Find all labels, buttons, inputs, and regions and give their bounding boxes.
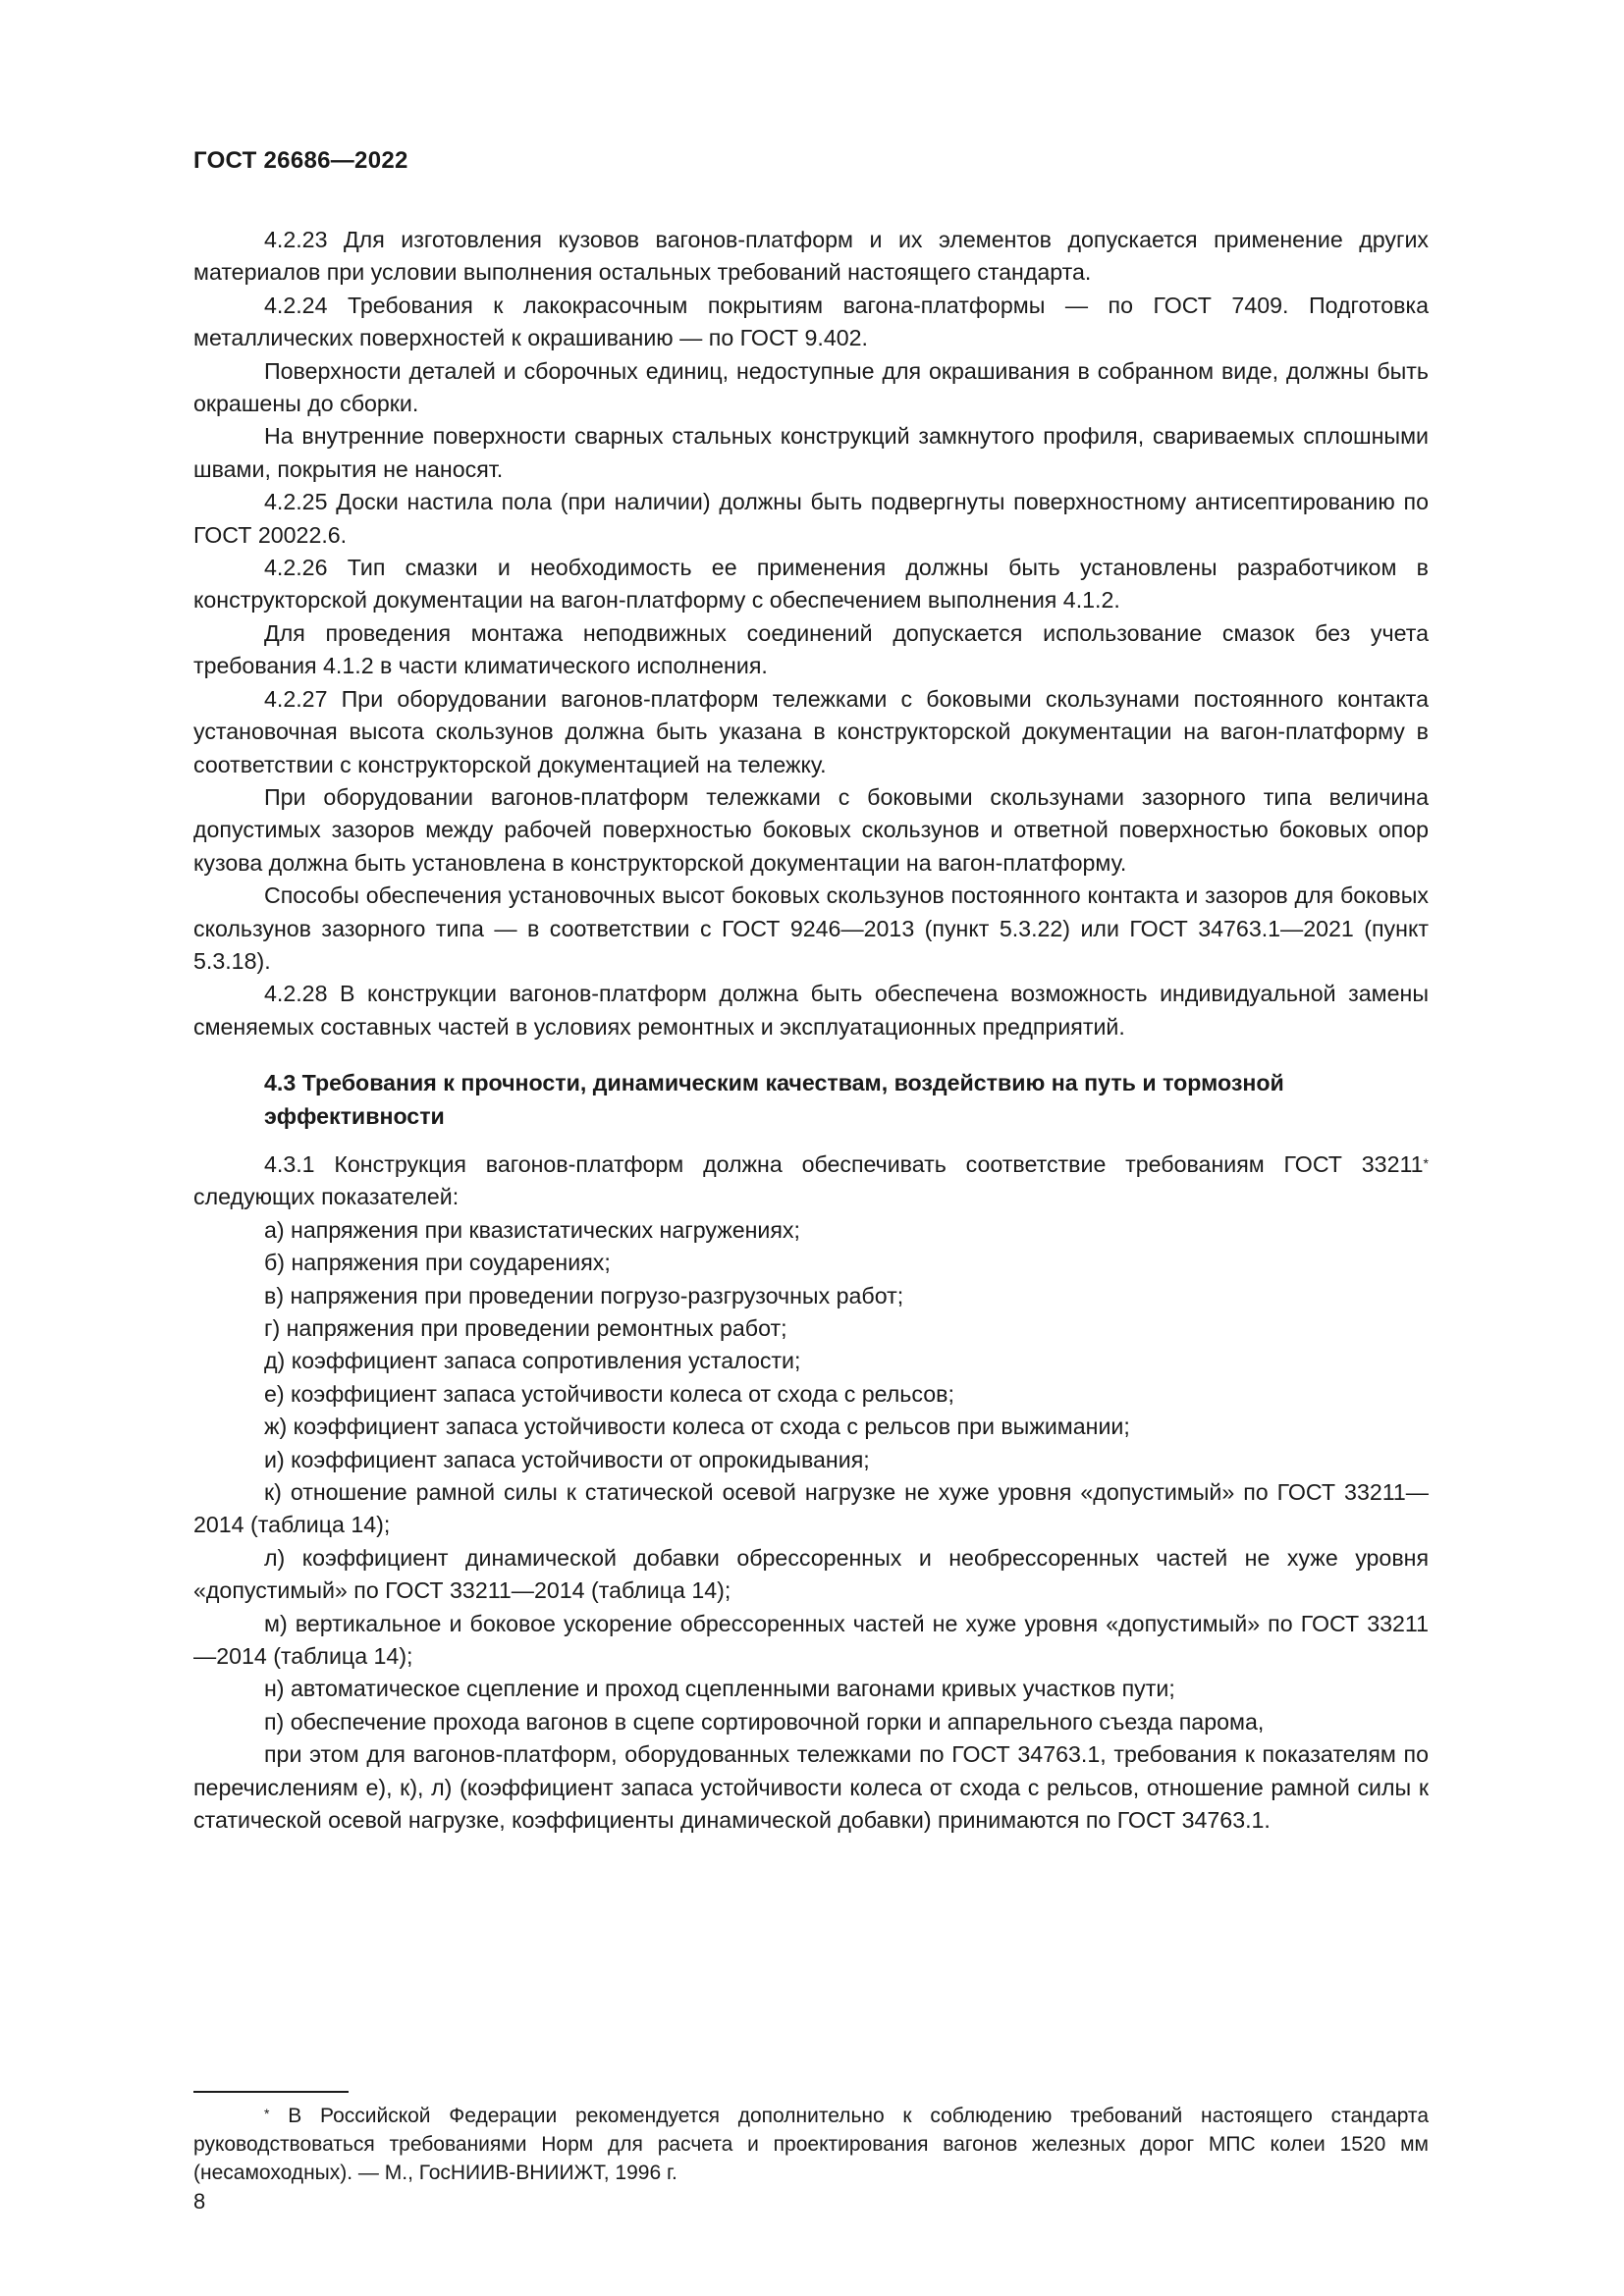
paragraph: 4.2.25 Доски настила пола (при наличии) должны быть подвергнуты поверхностному антисептированию по ГОСТ 20022.6. (193, 489, 1429, 548)
list-item: л) коэффициент динамической добавки обрессоренных и необрессоренных частей не хуже уровня «допустимый» по ГОСТ 33211—2014 (таблица 14); (193, 1544, 1429, 1604)
paragraph: 4.2.23 Для изготовления кузовов вагонов-платформ и их элементов допускается применение других материалов при условии выполнения остальных требований настоящего стандарта. (193, 227, 1429, 286)
paragraph: 4.2.28 В конструкции вагонов-платформ должна быть обеспечена возможность индивидуальной замены сменяемых составных частей в условиях ремонтных и эксплуатационных предприятий. (193, 981, 1429, 1040)
paragraph: При оборудовании вагонов-платформ тележками с боковыми скользунами зазорного типа величина допустимых зазоров между рабочей поверхностью боковых скользунов и ответной поверхностью боковых опор кузова должна быть установлена в конструкторской документации на вагон-платформу. (193, 783, 1429, 876)
list-continuation: при этом для вагонов-платформ, оборудованных тележками по ГОСТ 34763.1, требования к показателям по перечислениям е), к), л) (коэффициент запаса устойчивости колеса от схода с рельсов, отношение рамной силы к статической осевой нагрузке, коэффициенты динамической добавки) принимаются по ГОСТ 34763.1. (193, 1741, 1429, 1834)
paragraph: Поверхности деталей и сборочных единиц, недоступные для окрашивания в собранном виде, должны быть окрашены до сборки. (193, 357, 1429, 417)
list-item: е) коэффициент запаса устойчивости колеса от схода с рельсов; (264, 1380, 954, 1407)
footnote-marker: * (264, 2106, 270, 2121)
list-item: д) коэффициент запаса сопротивления усталости; (264, 1348, 801, 1374)
list-item: б) напряжения при соударениях; (264, 1250, 611, 1276)
footnote (193, 2102, 1429, 2187)
footnote-text: В Российской Федерации рекомендуется дополнительно к соблюдению требований настоящего стандарта руководствоваться требованиями Норм для расчета и проектирования вагонов железных дорог МПС колеи 1520 мм (несамоходных). — М., ГосНИИВ-ВНИИЖТ, 1996 г. (193, 2105, 1429, 2184)
paragraph: На внутренние поверхности сварных стальных конструкций замкнутого профиля, свариваемых сплошными швами, покрытия не наносят. (193, 423, 1429, 482)
paragraph: Для проведения монтажа неподвижных соединений допускается использование смазок без учета требования 4.1.2 в части климатического исполнения. (193, 619, 1429, 679)
list-item: г) напряжения при проведении ремонтных работ; (264, 1315, 787, 1341)
clause-text: следующих показателей: (193, 1184, 460, 1210)
clause-4-3-1 (193, 1148, 1429, 1214)
footnote-marker: * (1423, 1154, 1429, 1171)
document-body (193, 224, 1429, 1838)
paragraph: Способы обеспечения установочных высот боковых скользунов постоянного контакта и зазоров для боковых скользунов зазорного типа — в соответствии с ГОСТ 9246—2013 (пункт 5.3.22) или ГОСТ 34763.1—2021 (пункт 5.3.18). (193, 882, 1429, 974)
paragraph: 4.2.26 Тип смазки и необходимость ее применения должны быть установлены разработчиком в конструкторской документации на вагон-платформу с обеспечением выполнения 4.1.2. (193, 555, 1429, 614)
page-number: 8 (193, 2189, 206, 2214)
paragraph: 4.2.27 При оборудовании вагонов-платформ тележками с боковыми скользунами постоянного контакта установочная высота скользунов должна быть указана в конструкторской документации на вагон-платформу в соответствии с конструкторской документацией на тележку. (193, 685, 1429, 777)
clause-text: 4.3.1 Конструкция вагонов-платформ должна обеспечивать соответствие требованиям ГОСТ 33211 (264, 1150, 1424, 1177)
list-item: н) автоматическое сцепление и проход сцепленными вагонами кривых участков пути; (264, 1676, 1175, 1702)
list-item: м) вертикальное и боковое ускорение обрессоренных частей не хуже уровня «допустимый» по ГОСТ 33211—2014 (таблица 14); (193, 1610, 1429, 1670)
paragraph: 4.2.24 Требования к лакокрасочным покрытиям вагона-платформы — по ГОСТ 7409. Подготовка металлических поверхностей к окрашиванию — по ГОСТ 9.402. (193, 292, 1429, 351)
list-item: к) отношение рамной силы к статической осевой нагрузке не хуже уровня «допустимый» по ГОСТ 33211—2014 (таблица 14); (193, 1479, 1429, 1538)
section-heading: 4.3 Требования к прочности, динамическим качествам, воздействию на путь и тормозной эффективности (264, 1070, 1284, 1129)
list-item: ж) коэффициент запаса устойчивости колеса от схода с рельсов при выжимании; (264, 1414, 1130, 1440)
list-item: п) обеспечение прохода вагонов в сцепе сортировочной горки и аппарельного съезда парома, (264, 1708, 1265, 1735)
list-item: и) коэффициент запаса устойчивости от опрокидывания; (264, 1446, 870, 1472)
list-item: в) напряжения при проведении погрузо-разгрузочных работ; (264, 1282, 904, 1308)
footnote-separator (193, 2091, 349, 2093)
page-header: ГОСТ 26686—2022 (193, 147, 408, 174)
list-item: а) напряжения при квазистатических нагружениях; (264, 1216, 800, 1243)
